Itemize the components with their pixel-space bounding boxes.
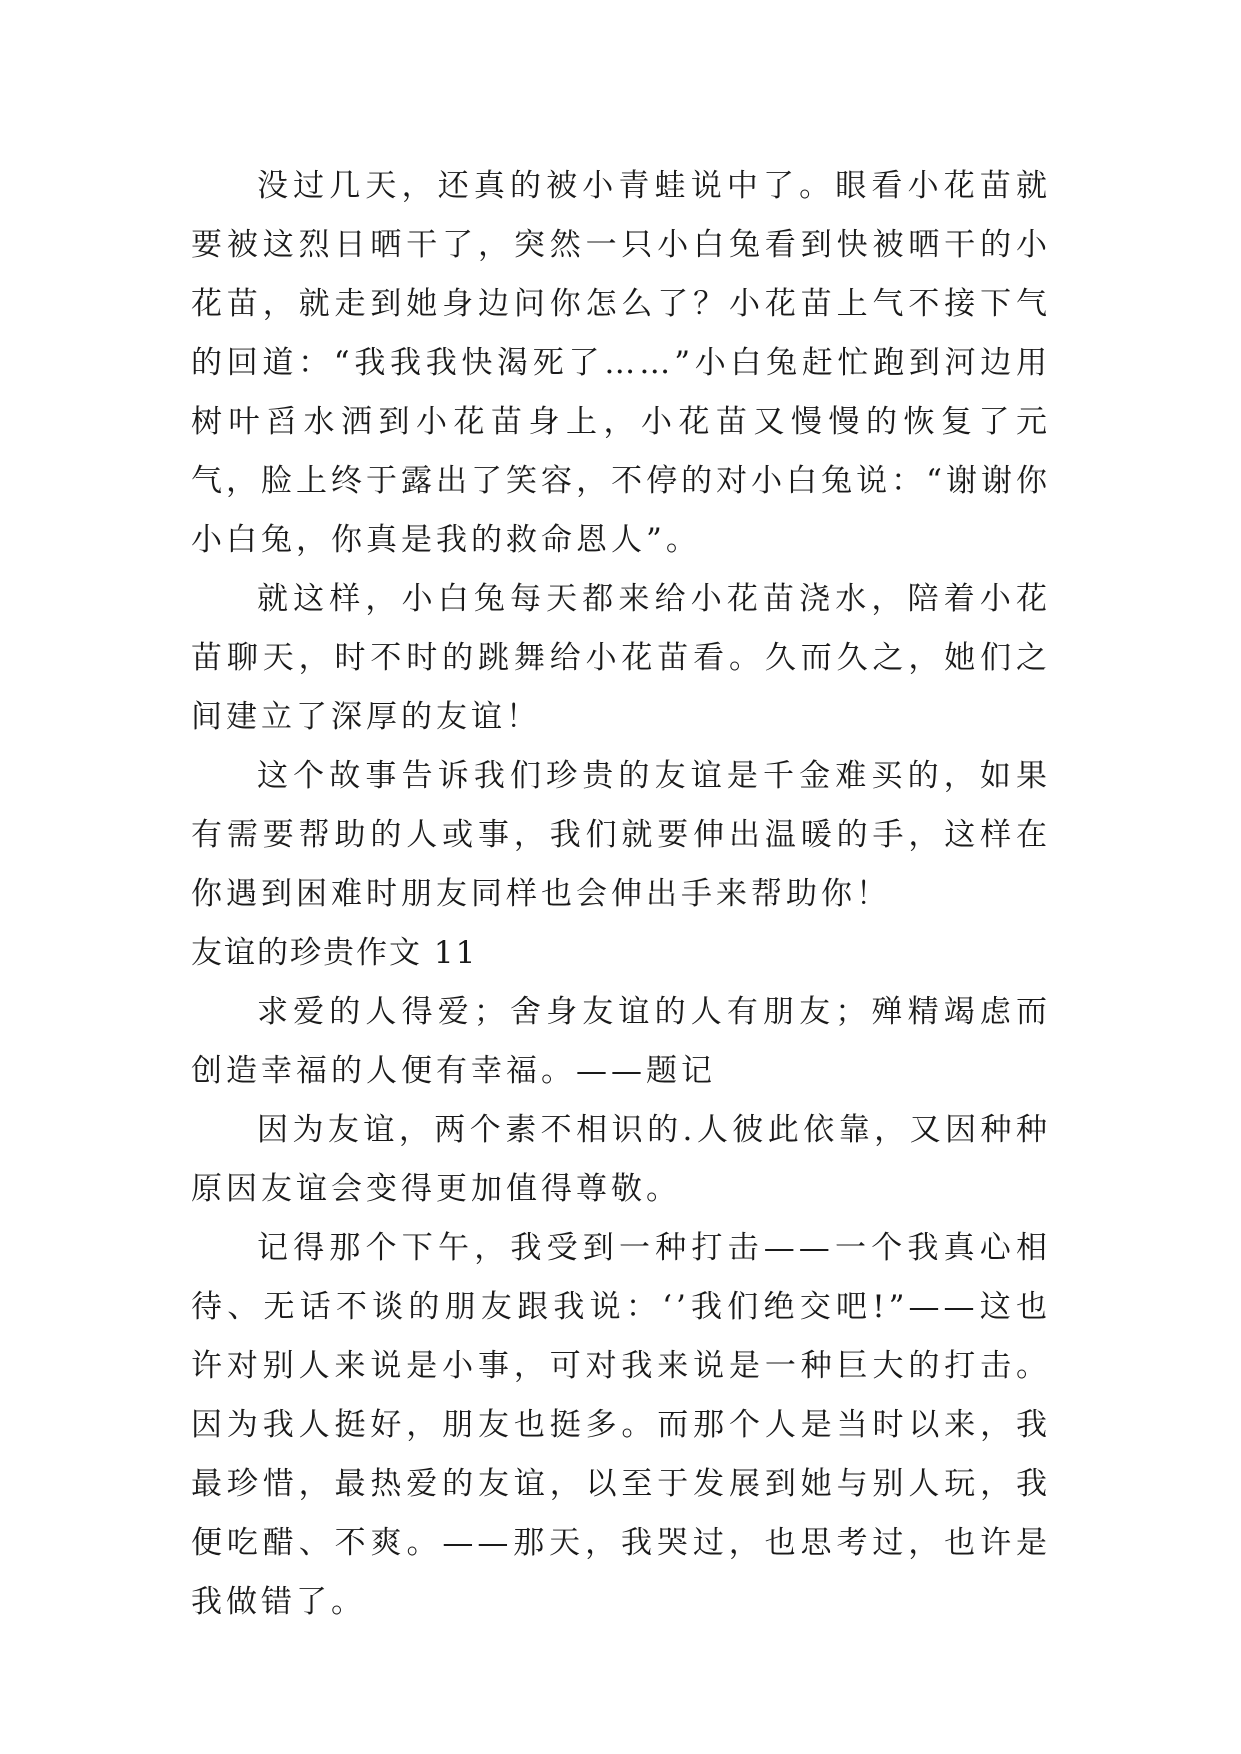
paragraph-1: 没过几天，还真的被小青蛙说中了。眼看小花苗就要被这烈日晒干了，突然一只小白兔看到快被晒干的小花苗，就走到她身边问你怎么了？小花苗上气不接下气的回道：“我我我快渴死了……”小白兔赶忙跑到河边用树叶舀水洒到小花苗身上，小花苗又慢慢的恢复了元气，脸上终于露出了笑容，不停的对小白兔说：“谢谢你小白兔，你真是我的救命恩人”。 (191, 168, 1051, 558)
paragraph-2: 就这样，小白兔每天都来给小花苗浇水，陪着小花苗聊天，时不时的跳舞给小花苗看。久而久之，她们之间建立了深厚的友谊！ (191, 581, 1051, 735)
paragraph-5: 因为友谊，两个素不相识的.人彼此依靠，又因种种原因友谊会变得更加值得尊敬。 (191, 1112, 1051, 1207)
paragraph-4: 求爱的人得爱；舍身友谊的人有朋友；殚精竭虑而创造幸福的人便有幸福。——题记 (191, 994, 1051, 1089)
paragraph-6: 记得那个下午，我受到一种打击——一个我真心相待、无话不谈的朋友跟我说：‘’我们绝交吧!”——这也许对别人来说是小事，可对我来说是一种巨大的打击。因为我人挺好，朋友也挺多。而那个人是当时以来，我最珍惜，最热爱的友谊，以至于发展到她与别人玩，我便吃醋、不爽。——那天，我哭过，也思考过，也许是我做错了。 (191, 1230, 1051, 1620)
document-body (191, 157, 1051, 1632)
paragraph-3: 这个故事告诉我们珍贵的友谊是千金难买的，如果有需要帮助的人或事，我们就要伸出温暖的手，这样在你遇到困难时朋友同样也会伸出手来帮助你！ (191, 758, 1051, 912)
section-heading: 友谊的珍贵作文 11 (191, 935, 478, 971)
